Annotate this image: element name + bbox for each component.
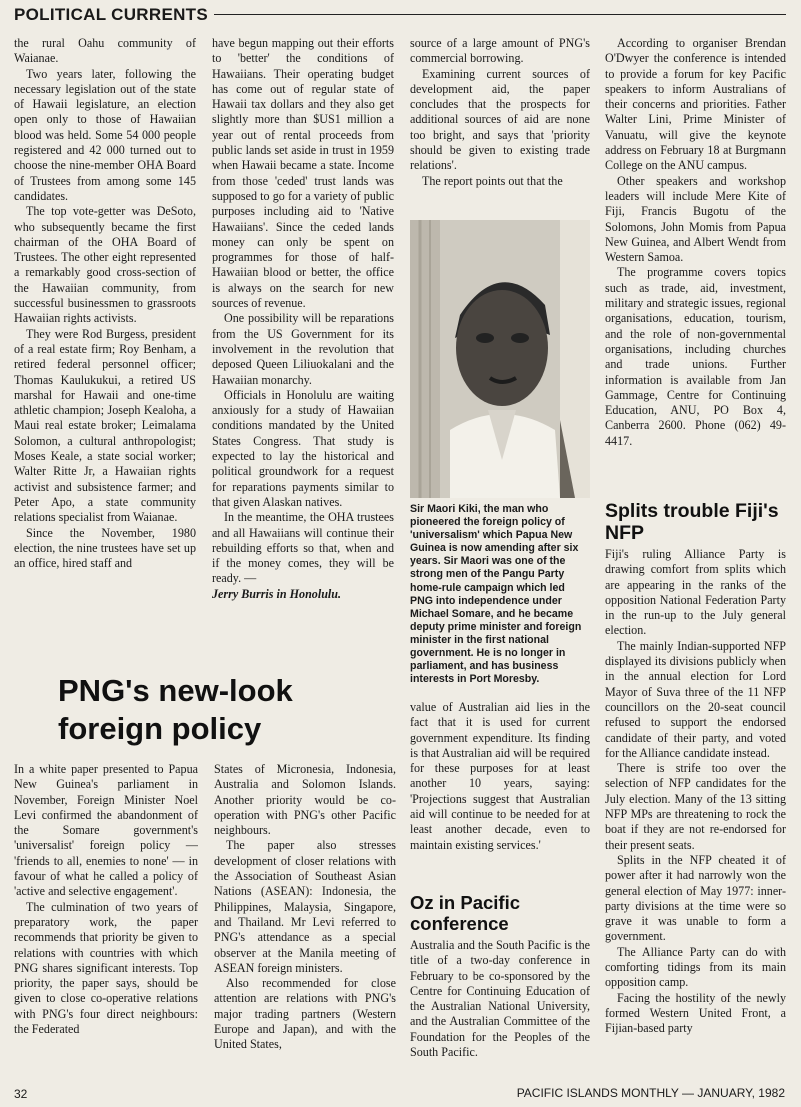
paragraph: the rural Oahu community of Waianae. [14,36,196,66]
oz-headline: Oz in Pacific conference [410,892,521,934]
paragraph: In the meantime, the OHA trustees and all Hawaiians will continue their rebuilding efforts so that, when and if the money comes, they will be ready. — [212,510,394,586]
paragraph: Also recommended for close attention are relations with PNG's major trading partners (Western Europe and Japan), and with the United States, [214,976,396,1052]
paragraph: Other speakers and workshop leaders will include Mere Kite of Fiji, Francis Bugotu of the Solomons, John Momis from Papua New Guinea, and Albert Wendt from Western Samoa. [605,173,786,265]
paragraph: Facing the hostility of the newly formed Western United Front, a Fijian-based party [605,990,786,1036]
paragraph: There is strife too over the selection of NFP candidates for the July election. Many of the 13 sitting NFP MPs are threatening to rock the boat if they are not re-endorsed for their present seats. [605,761,786,852]
portrait-photo-icon [410,220,590,498]
column-3-mid [410,700,590,886]
paragraph: Examining current sources of development aid, the paper concludes that the prospects for additional sources of aid are none too bright, and says that 'priority should be given to existing trade relations'. [410,66,590,173]
png-headline-line-2: foreign policy [58,711,262,746]
png-column-2 [214,762,396,1080]
portrait-photo [410,220,590,498]
oz-article [410,938,590,1078]
paragraph: The mainly Indian-supported NFP displayed its divisions publicly when in the annual election for Lord Mayor of Suva three of the 11 NFP councillors on the 20-seat council refused to support the endorsed candidate of their party, and voted for the Alliance candidate instead. [605,638,786,760]
paragraph: Since the November, 1980 election, the nine trustees have set up an office, hired staff and [14,525,196,571]
paragraph: Two years later, following the necessary legislation out of the state of Hawaii legislature, an election open only to those of Hawaiian blood was held. Some 54 000 people registered and 42 000 turned out to choose the nine-member OHA Board of Trustees from among some 145 candidates. [14,66,196,203]
paragraph: The report points out that the [422,173,563,188]
paragraph: They were Rod Burgess, president of a real estate firm; Roy Benham, a retired federal personnel officer; Thomas Kaulukukui, a retired US marshal for Hawaii and one-time athletic champion; Joseph Kealoha, a Maui real estate broker; Leimalama Solomon, a cultural anthropologist; Moses Keale, a state social worker; Walter Ritte Jr, a Hawaiian rights activist and subsistence farmer; and Peter Apo, a state community relations specialist from Waianae. [14,326,196,525]
paragraph: Australia and the South Pacific is the title of a two-day conference in February to be co-sponsored by the Centre for Continuing Education of the Australian National University, and the Australian Committee of the Foundation for the Peoples of the South Pacific. [410,938,590,1060]
byline: Jerry Burris in Honolulu. [212,586,342,601]
paragraph: value of Australian aid lies in the fact that it is used for current government expenditure. Its finding is that Australian aid will be required for these purposes for at least another 10 years, saying: 'Projections suggest that Australian aid will continue to be needed for at least another decade, even to maintain existing services.' [410,700,590,852]
paragraph: The Alliance Party can do with comforting tidings from its main opposition camp. [605,944,786,990]
photo-caption: Sir Maori Kiki, the man who pioneered the foreign policy of 'universalism' which Papua New Guinea is now amending after six years. Sir Maori was one of the strong men of the Pangu Party home-rule campaign which led PNG into independence under Michael Somare, and he became deputy prime minister and foreign minister in the first national government. He is no longer in parliament, and has business interests in Port Moresby. [410,503,582,686]
fiji-article [605,547,786,1082]
section-header [14,4,786,32]
page-number: 32 [14,1087,28,1101]
column-3-top [410,36,590,218]
paragraph: Fiji's ruling Alliance Party is drawing comfort from splits which are appearing in the ranks of the opposition National Federation Party in the run-up to the July general election. [605,547,786,638]
paragraph: In a white paper presented to Papua New Guinea's parliament in November, Foreign Minister Noel Levi confirmed the abandonment of the Somare government's 'universalist' foreign policy — 'friends to all, enemies to none' — in favour of what he called a policy of 'active and selective engagement'. [14,762,198,899]
section-title: POLITICAL CURRENTS [14,4,214,26]
paragraph: Officials in Honolulu are waiting anxiously for a study of Hawaiian conditions mandated by the United States Congress. That study is expected to lay the historical and political groundwork for a request for reparations payments similar to that given Alaskan natives. [212,387,394,509]
paragraph: According to organiser Brendan O'Dwyer the conference is intended to provide a forum for key Pacific speakers to inform Australians of their concerns and priorities. Father Walter Lini, Prime Minister of Vanuatu, will give the keynote address on February 18 at Burgmann College on the ANU campus. [605,36,786,173]
paragraph: The programme covers topics such as trade, aid, investment, military and strategic issues, regional organisations, education, tourism, and the role of non-governmental organisations, including churches and trade unions. Further information is available from Jan Gammage, Centre for Continuing Education, ANU, PO Box 4, Canberra 2600. Phone (062) 49-4417. [605,265,786,448]
paragraph: States of Micronesia, Indonesia, Australia and Solomon Islands. Another priority would be co-operation with PNG's other Pacific neighbours. [214,762,396,838]
paragraph: source of a large amount of PNG's commercial borrowing. [410,36,590,66]
paragraph: The culmination of two years of preparatory work, the paper recommends that priority be given to relations with countries with which PNG shares significant interests. Top priority, the paper says, should be given to close co-operative relations with PNG's four direct neighbours: the Federated [14,899,198,1037]
paragraph: have begun mapping out their efforts to 'better' the conditions of Hawaiians. Their operating budget has come out of regular state of Hawaii tax dollars and they also get slightly more than $US1 million a year out of rental proceeds from public lands set aside in trust in 1959 when Hawaii became a state. Income from those 'ceded' trust lands was supposed to go for a variety of public purposes including aid to 'Native Hawaiians'. Since the ceded lands money can only be spent on programmes for those of half-Hawaiian blood or better, the office is always on the search for new sources of revenue. [212,36,394,311]
png-column-1 [14,762,198,1080]
png-headline-line-1: PNG's new-look [58,673,293,708]
column-1 [14,36,196,698]
fiji-headline: Splits trouble Fiji's NFP [605,500,779,544]
paragraph: The paper also stresses development of closer relations with the Association of Southeast Asian Nations (ASEAN): Indonesia, the Philippines, Malaysia, Singapore, and Thailand. Mr Levi referred to PNG's attendance as a special observer at the Manila meeting of ASEAN foreign ministers. [214,838,396,975]
png-headline [58,672,388,748]
publication-footer: PACIFIC ISLANDS MONTHLY — JANUARY, 1982 [516,1086,785,1100]
column-4-top [605,36,786,496]
paragraph: The top vote-getter was DeSoto, who subsequently became the first chairman of the OHA Board of Trustees. The other eight represented a remarkably good cross-section of the Hawaiian community, from successful businessmen to grassroots Hawaiian rights activists. [14,204,196,326]
column-2 [212,36,394,698]
paragraph: One possibility will be reparations from the US Government for its involvement in the revolution that deposed Queen Liliuokalani and the Hawaiian monarchy. [212,311,394,387]
paragraph: Splits in the NFP cheated it of power after it had narrowly won the general election of May 1977: inner-party divisions at the time were so grave it was unable to form a government. [605,852,786,944]
